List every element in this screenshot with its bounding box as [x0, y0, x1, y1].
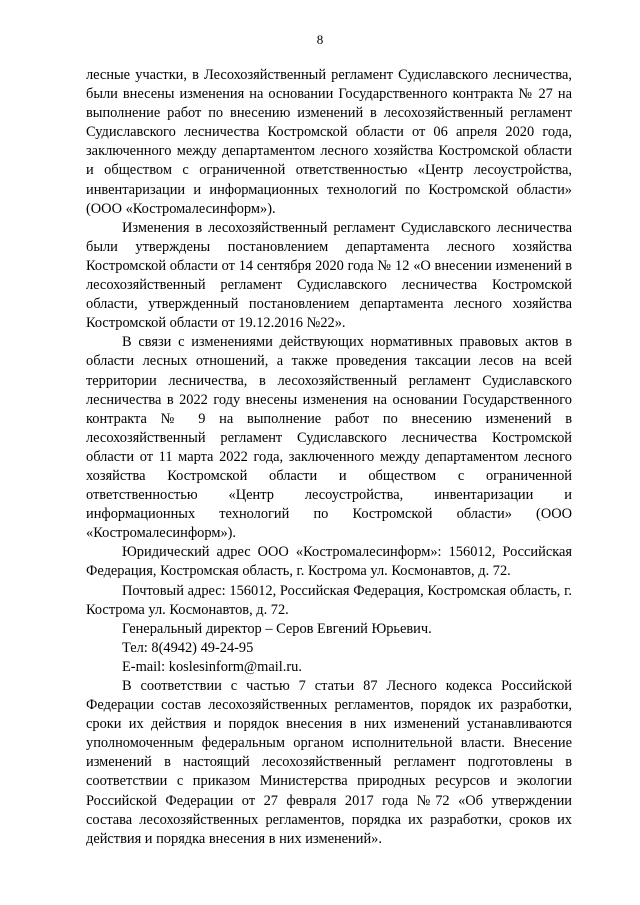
paragraph-postal-address: Почтовый адрес: 156012, Российская Федерация, Костромская область, г. Кострома ул. Космонавтов, д. 72.: [86, 582, 572, 618]
paragraph-approval-2020: Изменения в лесохозяйственный регламент Судиславского лесничества были утверждены постановлением департамента лесного хозяйства Костромской области от 14 сентября 2020 года № 12 «О внесении изменений в лесохозяйственный регламент Судиславского лесничества Костромской области, утвержденный постановлением департамента лесного хозяйства Костромской области от 19.12.2016 №22».: [86, 219, 572, 332]
page-number: 8: [316, 32, 324, 47]
paragraph-changes-2022: В связи с изменениями действующих нормативных правовых актов в области лесных отношений, а также проведения таксации лесов на всей территории лесничества, в лесохозяйственный регламент Судиславского лесничества в 2022 году внесены изменения на основании Государственного контракта № 9 на выполнение работ по внесению изменений в лесохозяйственный регламент Судиславского лесничества Костромской области от 11 марта 2022 года, заключенного между департаментом лесного хозяйства Костромской области и обществом с ограниченной ответственностью «Центр лесоустройства, инвентаризации и информационных технологий по Костромской области» (ООО «Костромалесинформ»).: [86, 334, 572, 542]
paragraph-contract-2020: лесные участки, в Лесохозяйственный регламент Судиславского лесничества, были внесены изменения на основании Государственного контракта № 27 на выполнение работ по внесению изменений в лесохозяйственный регламент Судиславского лесничества Костромской области от 06 апреля 2020 года, заключенного между департаментом лесного хозяйства Костромской области и обществом с ограниченной ответственностью «Центр лесоустройства, инвентаризации и информационных технологий по Костромской области» (ООО «Костромалесинформ»).: [86, 67, 572, 217]
paragraph-legal-address: Юридический адрес ООО «Костромалесинформ»: 156012, Российская Федерация, Костромская область, г. Кострома ул. Космонавтов, д. 72.: [86, 544, 572, 580]
paragraph-email: E-mail: koslesinform@mail.ru.: [122, 658, 302, 675]
document-body: [86, 66, 572, 849]
paragraph-director: Генеральный директор – Серов Евгений Юрьевич.: [122, 620, 432, 637]
paragraph-phone: Тел: 8(4942) 49-24-95: [122, 639, 254, 656]
paragraph-legal-basis: В соответствии с частью 7 статьи 87 Лесного кодекса Российской Федерации состав лесохозяйственных регламентов, порядок их разработки, сроки их действия и порядок внесения в них изменений устанавливаются уполномоченным федеральным органом исполнительной власти. Внесение изменений в настоящий лесохозяйственный регламент подготовлены в соответствии с приказом Министерства природных ресурсов и экологии Российской Федерации от 27 февраля 2017 года №72 «Об утверждении состава лесохозяйственных регламентов, порядка их разработки, сроков их действия и порядка внесения в них изменений».: [86, 678, 572, 847]
